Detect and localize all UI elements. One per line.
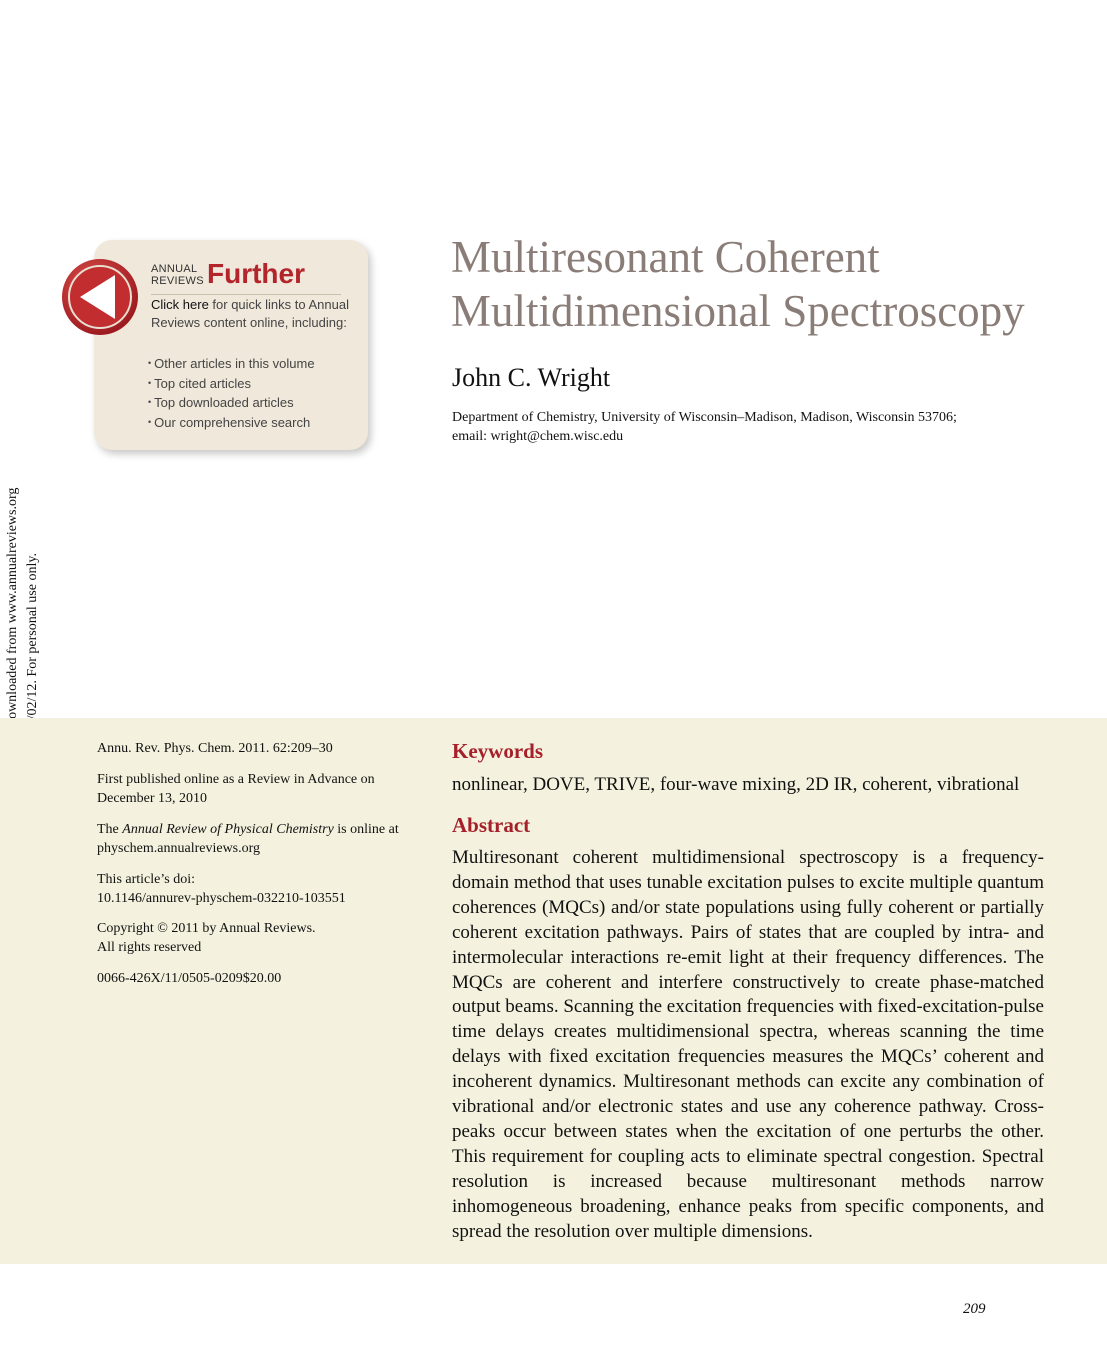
- affiliation-line: Department of Chemistry, University of Wisconsin–Madison, Madison, Wisconsin 53706;: [452, 410, 957, 425]
- online-note: [97, 820, 417, 858]
- issn-code: 0066-426X/11/0505-0209$20.00: [97, 971, 282, 986]
- online-note-pre: The: [97, 822, 123, 837]
- play-arrow-icon[interactable]: [61, 258, 139, 336]
- journal-name: Annual Review of Physical Chemistry: [122, 822, 334, 837]
- abstract-heading: Abstract: [452, 813, 531, 837]
- further-intro: [151, 296, 351, 331]
- annual-word: ANNUAL: [151, 263, 198, 275]
- doi-block: [97, 870, 417, 908]
- rights-line: All rights reserved: [97, 940, 202, 955]
- copyright-line: Copyright © 2011 by Annual Reviews.: [97, 921, 316, 936]
- online-note-post: is online at physchem.annualreviews.org: [97, 822, 399, 856]
- keywords-list: nonlinear, DOVE, TRIVE, four-wave mixing, 2D IR, coherent, vibrational: [452, 774, 1020, 795]
- further-link-search[interactable]: • Our comprehensive search: [148, 414, 315, 434]
- first-published-note: First published online as a Review in Advance on December 13, 2010: [97, 772, 375, 806]
- abstract-body: Multiresonant coherent multidimensional spectroscopy is a frequency-domain method that uses tunable excitation pulses to excite multiple quantum coherences (MQCs) and/or state populations using fully coherent or partially coherent excitation pathways. Pairs of states that are coupled by intra- and intermolecular interactions re-emit light at their frequency differences. The MQCs are coherent and interfere constructively to create phase-matched output beams. Scanning the excitation frequencies with fixed-excitation-pulse time delays creates multidimensional spectra, whereas scanning the time delays with fixed excitation frequencies measures the MQCs’ coherent and incoherent dynamics. Multiresonant methods can excite any combination of vibrational and/or electronic states and use any coherence pathway. Cross-peaks occur between states when the excitation of one perturbs the other. This requirement for coupling acts to eliminate spectral congestion. Spectral resolution is increased because multiresonant methods narrow inhomogeneous broadening, enhance peaks from specific components, and spread the resolution over multiple dimensions.: [452, 847, 1044, 1242]
- author-affiliation: [452, 408, 1052, 446]
- page-number: 209: [963, 1301, 986, 1317]
- further-link-top-downloaded[interactable]: • Top downloaded articles: [148, 394, 315, 414]
- article-title: Multiresonant Coherent Multidimensional Spectroscopy: [451, 232, 1025, 336]
- article-author: John C. Wright: [452, 363, 611, 392]
- journal-citation: Annu. Rev. Phys. Chem. 2011. 62:209–30: [97, 741, 333, 756]
- doi-label: This article’s doi:: [97, 872, 195, 887]
- author-email: email: wright@chem.wisc.edu: [452, 429, 624, 444]
- doi-value: 10.1146/annurev-physchem-032210-103551: [97, 891, 346, 906]
- further-header: [151, 260, 341, 295]
- further-link-top-cited[interactable]: • Top cited articles: [148, 375, 315, 395]
- further-intro-text: for quick links to Annual Reviews content online, including:: [151, 297, 349, 330]
- click-here-link[interactable]: Click here: [151, 297, 209, 312]
- further-word: Further: [207, 258, 305, 289]
- copyright-block: [97, 919, 417, 957]
- further-link-other-articles[interactable]: • Other articles in this volume: [148, 355, 315, 375]
- reviews-word: REVIEWS: [151, 275, 204, 287]
- keywords-heading: Keywords: [452, 739, 543, 763]
- further-links-list: [148, 355, 315, 433]
